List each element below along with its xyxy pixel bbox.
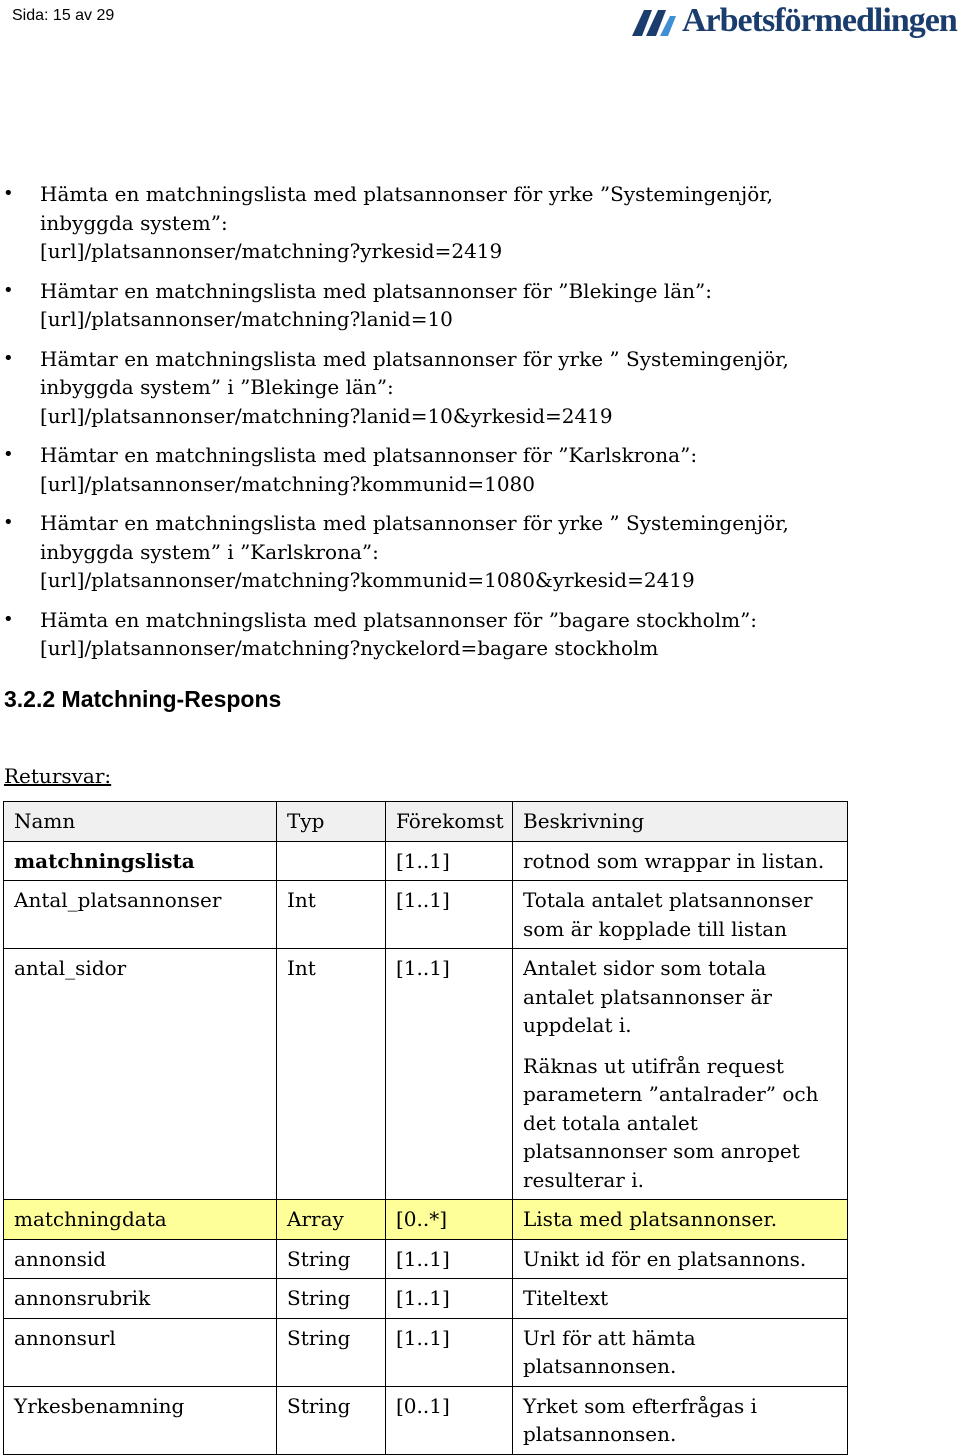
cell-description xyxy=(513,1318,848,1386)
list-item-line: inbyggda system”: xyxy=(40,210,228,235)
cell-description xyxy=(513,841,848,881)
cell-name: Yrkesbenamning xyxy=(4,1386,277,1454)
description-text: Räknas ut utifrån request parametern ”antalrader” och det totala antalet platsannonser som anropet resulterar i. xyxy=(523,1053,819,1192)
list-item-line: • Hämtar en matchningslista med platsannonser för ”Blekinge län”: xyxy=(40,278,712,303)
list-item-line: • Hämta en matchningslista med platsannonser för ”bagare stockholm”: xyxy=(40,607,758,632)
cell-name: annonsurl xyxy=(4,1318,277,1386)
cell-name: annonsid xyxy=(4,1239,277,1279)
cell-occurrence: [1..1] xyxy=(386,1318,513,1386)
cell-type xyxy=(277,841,386,881)
list-item-url: [url]/platsannonser/matchning?kommunid=1080&yrkesid=2419 xyxy=(40,568,695,592)
cell-type: String xyxy=(277,1239,386,1279)
table-row-highlighted xyxy=(4,1200,848,1240)
list-item xyxy=(0,180,940,266)
section-heading: 3.2.2 Matchning-Respons xyxy=(4,686,282,712)
list-item-url: [url]/platsannonser/matchning?kommunid=1080 xyxy=(40,471,536,496)
list-item-url: [url]/platsannonser/matchning?lanid=10 xyxy=(40,307,453,331)
page-indicator: Sida: 15 av 29 xyxy=(12,7,115,24)
column-header-description: Beskrivning xyxy=(513,802,848,842)
cell-occurrence: [1..1] xyxy=(386,1279,513,1319)
description-text: Lista med platsannonser. xyxy=(523,1207,778,1231)
cell-description xyxy=(513,1200,848,1240)
column-header-name: Namn xyxy=(4,802,277,842)
column-header-type: Typ xyxy=(277,802,386,842)
list-item xyxy=(0,441,940,498)
table-row xyxy=(4,949,848,1200)
cell-name: matchningdata xyxy=(4,1200,277,1240)
table-row xyxy=(4,1279,848,1319)
cell-type: Int xyxy=(277,949,386,1200)
cell-occurrence: [0..*] xyxy=(386,1200,513,1240)
table-row xyxy=(4,841,848,881)
column-header-occurrence: Förekomst xyxy=(386,802,513,842)
table-row xyxy=(4,1239,848,1279)
list-item xyxy=(0,345,940,431)
description-text: Titeltext xyxy=(523,1286,609,1310)
table-row xyxy=(4,1318,848,1386)
cell-name: antal_sidor xyxy=(4,949,277,1200)
cell-occurrence: [0..1] xyxy=(386,1386,513,1454)
description-text: Url för att hämta platsannonsen. xyxy=(523,1325,696,1378)
list-item-line: • Hämta en matchningslista med platsannonser för yrke ”Systemingenjör, xyxy=(40,182,773,206)
cell-type: String xyxy=(277,1318,386,1386)
list-item xyxy=(0,509,940,595)
description-text: Totala antalet platsannonser som är kopplade till listan xyxy=(523,888,813,941)
cell-description xyxy=(513,1386,848,1454)
arbetsformedlingen-logo xyxy=(630,2,960,46)
cell-name: annonsrubrik xyxy=(4,1279,277,1319)
cell-type: String xyxy=(277,1386,386,1454)
example-list xyxy=(0,180,940,674)
list-item xyxy=(0,606,940,663)
cell-name: Antal_platsannonser xyxy=(4,881,277,949)
description-text: Antalet sidor som totala antalet platsannonser är uppdelat i. xyxy=(523,956,772,1037)
list-item-line: • Hämtar en matchningslista med platsannonser för ”Karlskrona”: xyxy=(40,443,698,467)
cell-occurrence: [1..1] xyxy=(386,949,513,1200)
description-text: Yrket som efterfrågas i platsannonsen. xyxy=(523,1393,758,1446)
table-row xyxy=(4,1386,848,1454)
cell-description xyxy=(513,881,848,949)
cell-type: Int xyxy=(277,881,386,949)
cell-description xyxy=(513,949,848,1200)
cell-occurrence: [1..1] xyxy=(386,881,513,949)
list-item-line: inbyggda system” i ”Blekinge län”: xyxy=(40,375,394,399)
list-item-line: • Hämtar en matchningslista med platsannonser för yrke ” Systemingenjör, xyxy=(40,511,789,535)
table-header-row xyxy=(4,802,848,842)
list-item xyxy=(0,277,940,334)
list-item-url: [url]/platsannonser/matchning?lanid=10&yrkesid=2419 xyxy=(40,403,613,428)
description-text: Unikt id för en platsannons. xyxy=(523,1246,807,1271)
cell-name: matchningslista xyxy=(4,841,277,881)
cell-type: Array xyxy=(277,1200,386,1240)
cell-occurrence: [1..1] xyxy=(386,841,513,881)
list-item-line: inbyggda system” i ”Karlskrona”: xyxy=(40,539,379,564)
logo-mark-icon xyxy=(630,6,678,40)
response-parameters-table xyxy=(3,801,848,1455)
returns-label: Retursvar: xyxy=(4,764,112,788)
logo-wordmark: Arbetsförmedlingen xyxy=(682,2,957,39)
list-item-line: • Hämtar en matchningslista med platsannonser för yrke ” Systemingenjör, xyxy=(40,346,789,371)
cell-occurrence: [1..1] xyxy=(386,1239,513,1279)
cell-description xyxy=(513,1239,848,1279)
cell-description xyxy=(513,1279,848,1319)
table-row xyxy=(4,881,848,949)
list-item-url: [url]/platsannonser/matchning?yrkesid=2419 xyxy=(40,239,503,263)
list-item-url: [url]/platsannonser/matchning?nyckelord=bagare stockholm xyxy=(40,636,659,660)
cell-type: String xyxy=(277,1279,386,1319)
description-text: rotnod som wrappar in listan. xyxy=(523,848,825,873)
